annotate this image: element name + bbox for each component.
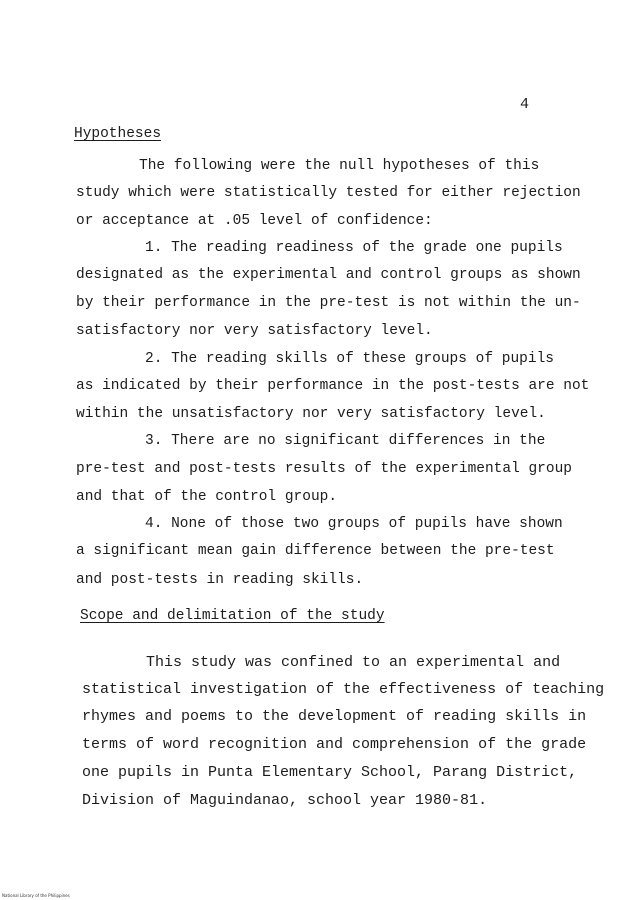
text-line: and that of the control group.	[76, 489, 338, 505]
text-line: or acceptance at .05 level of confidence:	[76, 213, 433, 229]
text-line: study which were statistically tested for either rejection	[76, 185, 581, 201]
text-line: rhymes and poems to the development of reading skills in	[82, 708, 587, 725]
text-line: statistical investigation of the effectiveness of teaching	[82, 681, 605, 698]
hypotheses-heading: Hypotheses	[74, 126, 162, 142]
text-line: designated as the experimental and control groups as shown	[76, 267, 581, 283]
footer-watermark: National Library of the Philippines	[2, 893, 70, 898]
scope-heading: Scope and delimitation of the study	[80, 608, 385, 624]
text-line: pre-test and post-tests results of the experimental group	[76, 461, 572, 477]
text-line: 1. The reading readiness of the grade one pupils	[145, 240, 563, 256]
text-line: terms of word recognition and comprehension of the grade	[82, 736, 587, 753]
text-line: within the unsatisfactory nor very satisfactory level.	[76, 406, 546, 422]
text-line: and post-tests in reading skills.	[76, 572, 364, 588]
text-line: The following were the null hypotheses of this	[139, 158, 540, 174]
text-line: Division of Maguindanao, school year 1980-81.	[82, 792, 488, 809]
text-line: one pupils in Punta Elementary School, Parang District,	[82, 764, 578, 781]
text-line: 2. The reading skills of these groups of pupils	[145, 351, 554, 367]
text-line: 3. There are no significant differences in the	[145, 433, 546, 449]
text-line: satisfactory nor very satisfactory level.	[76, 323, 433, 339]
text-line: This study was confined to an experimental and	[146, 654, 561, 671]
text-line: as indicated by their performance in the post-tests are not	[76, 378, 590, 394]
text-line: 4. None of those two groups of pupils have shown	[145, 516, 563, 532]
page-number: 4	[520, 96, 530, 113]
text-line: a significant mean gain difference between the pre-test	[76, 543, 555, 559]
text-line: by their performance in the pre-test is not within the un-	[76, 295, 581, 311]
